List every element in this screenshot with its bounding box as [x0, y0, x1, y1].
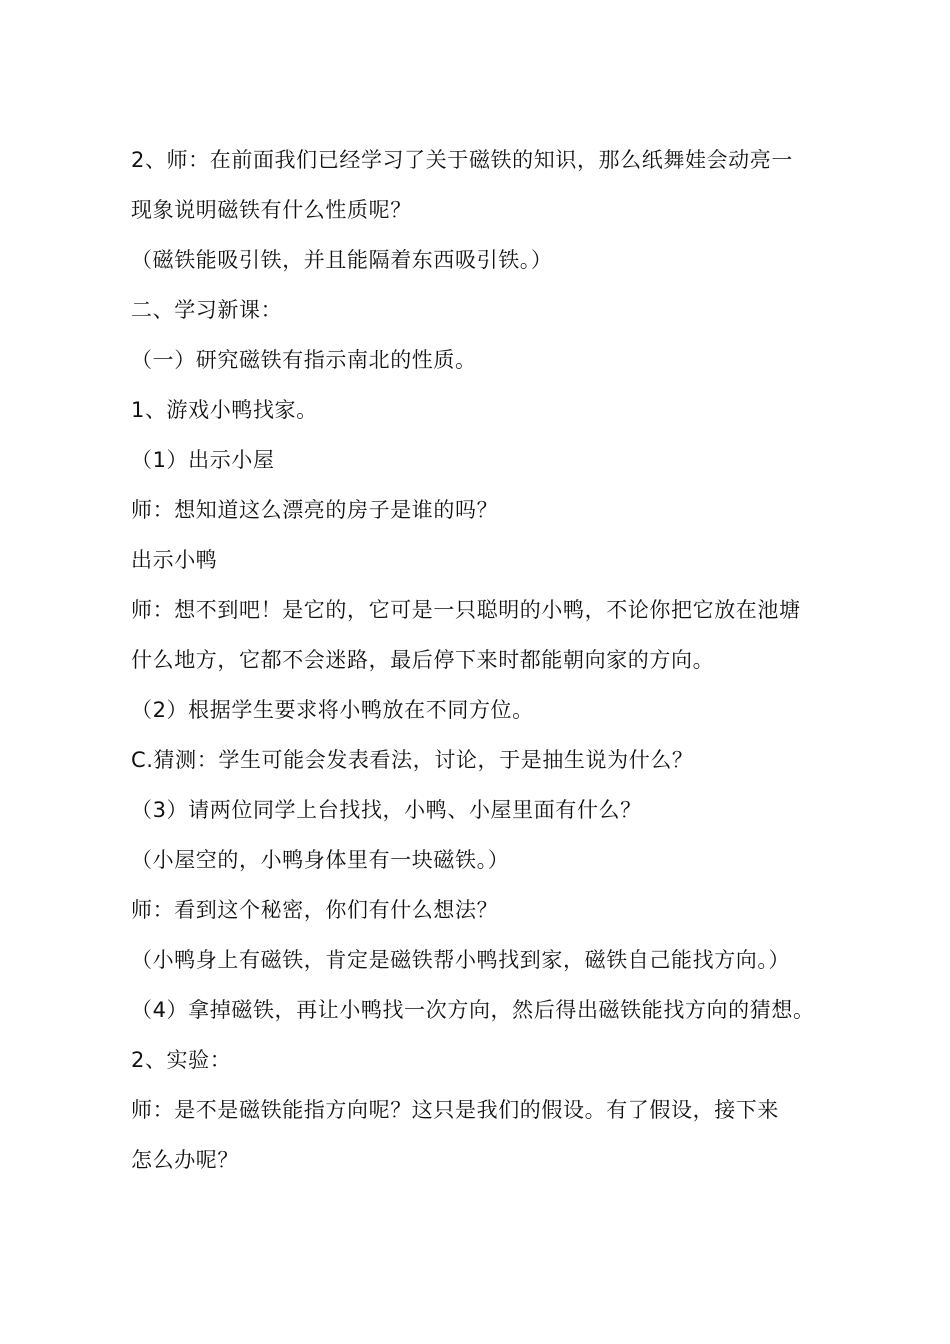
text-line: （磁铁能吸引铁，并且能隔着东西吸引铁。） — [131, 248, 553, 272]
text-line: 师：是不是磁铁能指方向呢？这只是我们的假设。有了假设，接下来 — [131, 1098, 779, 1122]
text-line: 1、游戏小鸭找家。 — [131, 398, 318, 422]
text-line: （2）根据学生要求将小鸭放在不同方位。 — [131, 698, 534, 722]
section-heading: 二、学习新课： — [131, 298, 283, 322]
subsection-heading: （一）研究磁铁有指示南北的性质。 — [131, 348, 477, 372]
text-line: 2、实验： — [131, 1048, 232, 1072]
text-line: 现象说明磁铁有什么性质呢？ — [131, 198, 412, 222]
text-line: （4）拿掉磁铁，再让小鸭找一次方向，然后得出磁铁能找方向的猜想。 — [131, 998, 815, 1022]
text-line: 出示小鸭 — [131, 548, 218, 572]
text-line: 师：看到这个秘密，你们有什么想法？ — [131, 898, 499, 922]
text-line: （小鸭身上有磁铁，肯定是磁铁帮小鸭找到家，磁铁自己能找方向。） — [131, 948, 791, 972]
text-line: 什么地方，它都不会迷路，最后停下来时都能朝向家的方向。 — [131, 648, 715, 672]
text-line: 师：想知道这么漂亮的房子是谁的吗？ — [131, 498, 499, 522]
text-line: 2、师：在前面我们已经学习了关于磁铁的知识，那么纸舞娃会动亮一 — [131, 148, 793, 172]
text-line: （3）请两位同学上台找找，小鸭、小屋里面有什么？ — [131, 798, 642, 822]
text-line: C.猜测：学生可能会发表看法，讨论，于是抽生说为什么？ — [131, 748, 694, 772]
text-line: （小屋空的，小鸭身体里有一块磁铁。） — [131, 848, 510, 872]
text-line: 怎么办呢？ — [131, 1148, 239, 1172]
text-line: 师：想不到吧！是它的，它可是一只聪明的小鸭，不论你把它放在池塘 — [131, 598, 801, 622]
text-line: （1）出示小屋 — [131, 448, 275, 472]
